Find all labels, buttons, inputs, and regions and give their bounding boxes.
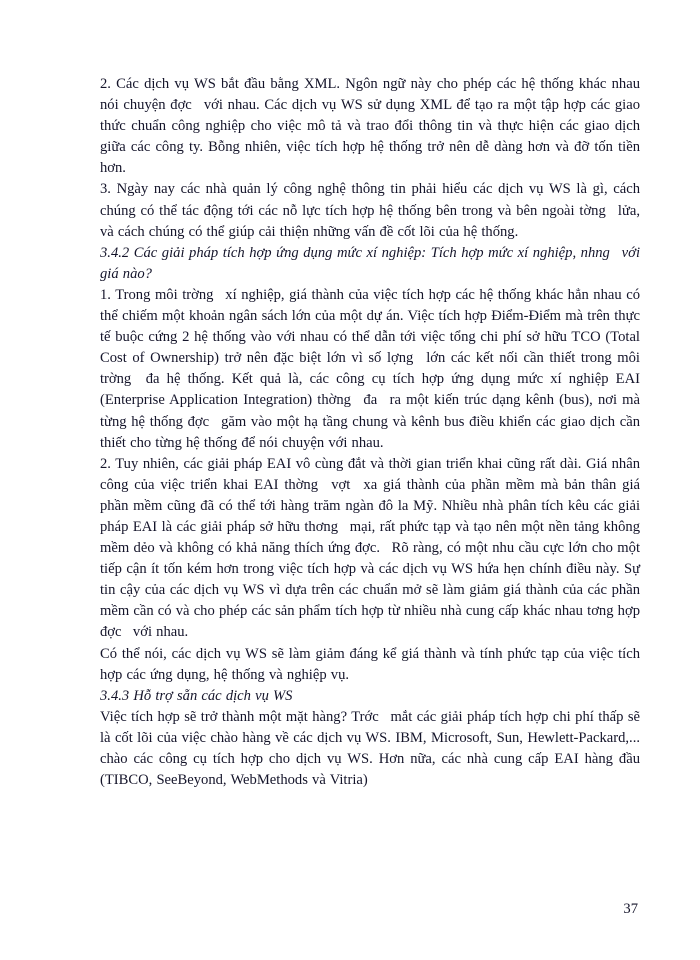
section-heading-3-4-3: 3.4.3 Hỗ trợ sẵn các dịch vụ WS — [100, 687, 293, 704]
paragraph-it-managers: 3. Ngày nay các nhà quản lý công nghệ thông tin phải hiểu các dịch vụ WS là gì, cách chúng có thể tác động tới các nỗ lực tích hợp hệ thống bên trong và bên ngoài tờng lửa, và cách chúng có thể giúp cải thiện những vấn đề cốt lõi của hệ thống. — [100, 181, 640, 240]
paragraph-vendor-support: Việc tích hợp sẽ trở thành một mặt hàng? Trớc mắt các giải pháp tích hợp chi phí thấp sẽ là cốt lõi của việc chào hàng về các dịch vụ WS. IBM, Microsoft, Sun, Hewlett-Packard,... chào các công cụ tích hợp cho dịch vụ WS. Hơn nữa, các nhà cung cấp EAI hàng đầu (TIBCO, SeeBeyond, WebMethods và Vitria) — [100, 708, 640, 789]
paragraph-eai-cost-tco: 1. Trong môi trờng xí nghiệp, giá thành của việc tích hợp các hệ thống khác hẳn nhau có thể chiếm một khoản ngân sách lớn của một dự án. Việc tích hợp Điểm-Điểm mà trên thực tế buộc cứng 2 hệ thống vào với nhau có thể dẫn tới việc tổng chi phí sở hữu TCO (Total Cost of Ownership) trở nên đặc biệt lớn vì số lợng lớn các kết nối cần thiết trong môi trờng đa hệ thống. Kết quả là, các công cụ tích hợp ứng dụng mức xí nghiệp EAI (Enterprise Application Integration) thờng đa ra một kiến trúc dạng kênh (bus), nơi mà từng hệ thống đợc găm vào một hạ tầng chung và kênh bus điều khiển các giao dịch cần thiết cho từng hệ thống để nói chuyện với nhau. — [100, 286, 640, 451]
paragraph-ws-reduces-cost: Có thể nói, các dịch vụ WS sẽ làm giảm đáng kể giá thành và tính phức tạp của việc tích hợp các ứng dụng, hệ thống và nghiệp vụ. — [100, 645, 640, 683]
page-number: 37 — [623, 901, 638, 917]
document-body — [100, 74, 640, 791]
paragraph-eai-expensive: 2. Tuy nhiên, các giải pháp EAI vô cùng đắt và thời gian triển khai cũng rất dài. Giá nhân công của việc triển khai EAI thờng vợt xa giá thành của phần mềm mà bản thân giá phần mềm cũng đã có thể tới hàng trăm ngàn đô la Mỹ. Nhiều nhà phân tích kêu các giải pháp EAI là các giải pháp sở hữu thơng mại, rất phức tạp và tạo nên một nền tảng không mềm dẻo và không có khả năng thích ứng đợc. Rõ ràng, có một nhu cầu cực lớn cho một tiếp cận ít tốn kém hơn trong việc tích hợp và các dịch vụ WS hứa hẹn chính điều này. Sự tin cậy của các dịch vụ WS vì dựa trên các chuẩn mở sẽ làm giảm giá thành của các phần mềm cần có và cho phép các sản phẩm tích hợp từ nhiều nhà cung cấp khác nhau tơng hợp đợc với nhau. — [100, 455, 640, 641]
paragraph-ws-xml: 2. Các dịch vụ WS bắt đầu bằng XML. Ngôn ngữ này cho phép các hệ thống khác nhau nói chuyện đợc với nhau. Các dịch vụ WS sử dụng XML để tạo ra một tập hợp các giao thức chuẩn công nghiệp cho việc mô tả và trao đổi thông tin và thực hiện các giao dịch giữa các công ty. Bỗng nhiên, việc tích hợp hệ thống trở nên dễ dàng hơn và đỡ tốn tiền hơn. — [100, 76, 640, 177]
section-heading-3-4-2: 3.4.2 Các giải pháp tích hợp ứng dụng mức xí nghiệp: Tích hợp mức xí nghiệp, nhng với giá nào? — [100, 244, 640, 282]
